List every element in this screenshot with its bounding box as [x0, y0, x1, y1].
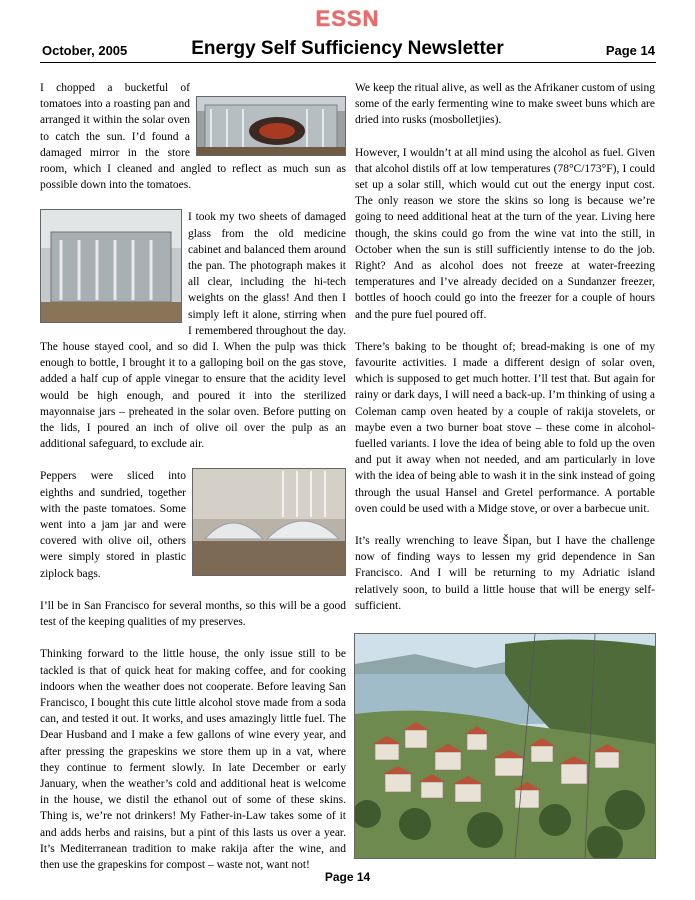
- newsletter-brand: ESSN: [315, 6, 380, 31]
- header-rule: [40, 62, 656, 63]
- photo-peppers-drying: [192, 468, 346, 576]
- paragraph-glass-text: I took my two sheets of damaged glass from the old medicine cabinet and balanced them around the pan. The photograph makes it all clear, including the hi-tech weights on the glass! And then I simply left it alone, stirring when I remembered throughout the day. The house stayed cool, and so did I. When the pulp was thick enough to bottle, I brought it to a galloping boil on the gas stove, added a half cup of apple vinegar to ensure that the acidity level would be high enough, and poured it into the sterilized mayonnaise jars – preheated in the solar oven. Before putting on the lids, I poured an inch of olive oil over the pulp as an additional safeguard, to exclude air.: [40, 211, 346, 451]
- paragraph-tomatoes: [40, 80, 346, 193]
- paragraph-little-house: Thinking forward to the little house, the only issue still to be tackled is that of quick heat for making coffee, and for cooking indoors when the weather does not cooperate. Before leaving San Francisco, I bought this cute little alcohol stove made from a soda can, and tested it out. It works, and uses amazingly little fuel. The Dear Husband and I make a few gallons of wine every year, and after pressing the grapeskins we store them up in a vat, where they continue to ferment slowly. In late December or early January, when the weather’s cold and additional heat is welcome in the house, we distil the ethanol out of some of these skins. Thing is, we’re not drinkers! My Father-in-Law takes some of it and adds herbs and raisins, but a pint of this lasts us over a year. It’s Mediterranean tradition to make rakija after the wine, and then use the grapeskins for compost – waste not, want not!: [40, 648, 346, 871]
- peppers-drying-picture: [193, 469, 345, 575]
- tomato-pan-picture: [197, 97, 345, 155]
- paragraph-baking: There’s baking to be thought of; bread-making is one of my favourite activities. I made a different design of solar oven, which is supposed to get much hotter. I’ll test that. But again for rainy or dark days, I will need a back-up. I’m thinking of using a Coleman camp oven heated by a couple of rakija stovelets, or maybe even a two burner boat stove – these come in alcohol-fuelled variants. I love the idea of being able to fold up the oven and put it away when not needed, and am particularly in love with the idea of being able to wash it in the sink instead of going through the usual Hansel and Gretel performance. A portable oven could be used with a Midge stove, or over a barbecue unit.: [355, 340, 655, 515]
- paragraph-peppers: [40, 468, 346, 581]
- glass-sheets-picture: [41, 210, 181, 322]
- left-column: [40, 80, 346, 889]
- paragraph-ritual: We keep the ritual alive, as well as the Afrikaner custom of using some of the early fermenting wine to make sweet buns which are dried into rusks (mosbolletjies).: [355, 82, 655, 127]
- paragraph-alcohol-fuel: However, I wouldn’t at all mind using the alcohol as fuel. Given that alcohol distils off at low temperatures (78°C/173°F), I could set up a solar still, which would cut out the energy input cost. The only reason we store the skins so long is because we’re going to need additional heat at the turn of the year. Living here though, the skins could go from the wine vat into the still, in October when the sun is still sufficiently intense to do the job. Right? And as alcohol does not freeze at water-freezing temperatures and I’ve already decided on a Sundanzer freezer, bottles of hooch could go into the freezer for a couple of hours and the pure fuel poured off.: [355, 146, 655, 321]
- paragraph-glass: [40, 209, 346, 452]
- paragraph-san-francisco: I’ll be in San Francisco for several months, so this will be a good test of the keeping qualities of my preserves.: [40, 599, 346, 629]
- right-column: [355, 80, 655, 662]
- photo-glass-around-pan: [40, 209, 182, 323]
- photo-island-village: [354, 633, 656, 859]
- paragraph-tomatoes-text: I chopped a bucketful of tomatoes into a roasting pan and arranged it within the solar oven to catch the sun. I’d found a damaged mirror in the store room, which I cleaned and angled to reflect as much sun as possible down into the tomatoes.: [40, 82, 346, 192]
- page-number-footer: Page 14: [324, 870, 371, 884]
- page-number-header: Page 14: [605, 43, 655, 58]
- newsletter-title: Energy Self Sufficiency Newsletter: [191, 38, 504, 59]
- island-landscape-picture: [355, 634, 655, 858]
- issue-date: October, 2005: [42, 43, 128, 58]
- paragraph-leaving-sipan: It’s really wrenching to leave Šipan, but I have the challenge now of finding ways to lessen my grid dependence in San Francisco. And I will be returning to my Adriatic island relatively soon, to build a little house that will be energy self-sufficient.: [355, 535, 655, 612]
- paragraph-peppers-text: Peppers were sliced into eighths and sundried, together with the paste tomatoes. Some went into a jam jar and were covered with olive oil, others were simply stored in plastic ziplock bags.: [40, 470, 186, 580]
- photo-tomatoes-in-solar-oven: [196, 96, 346, 156]
